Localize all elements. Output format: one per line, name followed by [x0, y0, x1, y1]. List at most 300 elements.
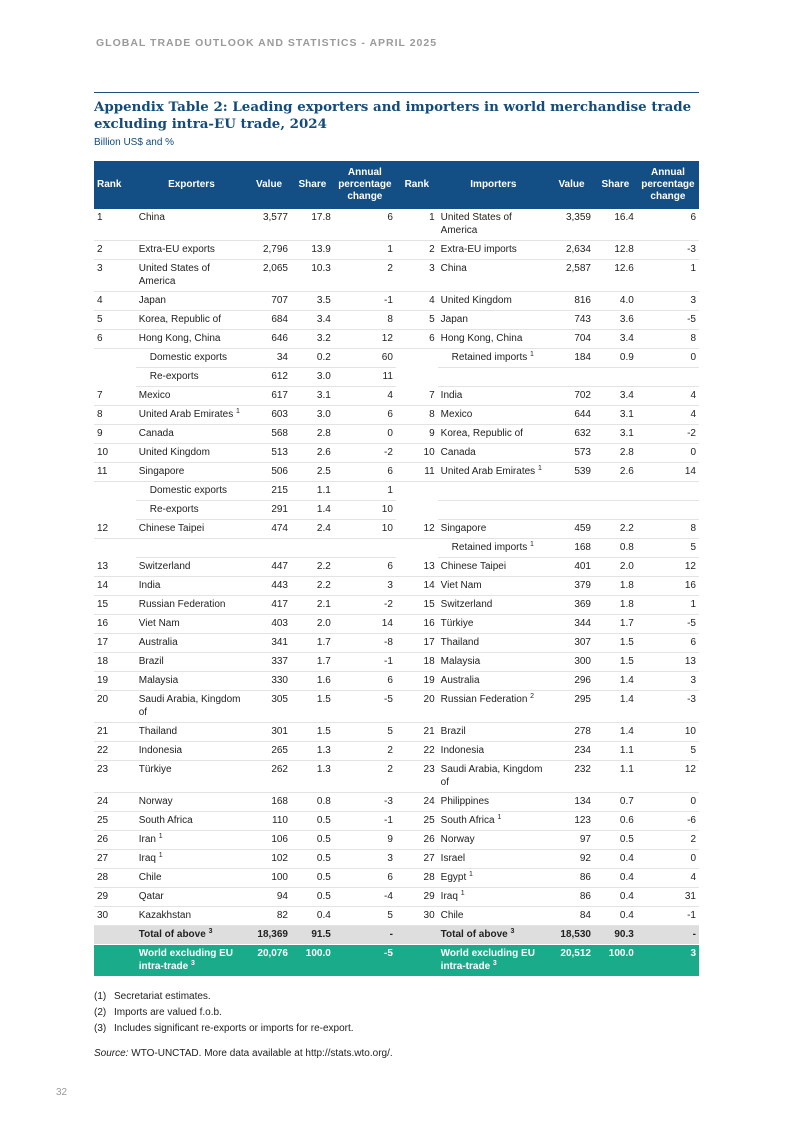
- exporter-name: Hong Kong, China: [136, 330, 247, 349]
- importer-name-text: South Africa: [440, 815, 495, 826]
- importer-rank: 2: [396, 241, 438, 260]
- exporter-value: 443: [247, 577, 291, 596]
- exporter-change: 6: [334, 463, 396, 482]
- exporter-name: Chinese Taipei: [136, 520, 247, 539]
- exporter-share: 3.0: [291, 406, 334, 425]
- running-header: GLOBAL TRADE OUTLOOK AND STATISTICS - APRIL 2025: [96, 37, 438, 49]
- exporter-share: 2.2: [291, 577, 334, 596]
- total-row: [94, 926, 699, 945]
- exporter-share: 3.5: [291, 292, 334, 311]
- importer-value: 295: [549, 691, 594, 723]
- importer-value: [549, 501, 594, 520]
- exporter-name: Russian Federation: [136, 596, 247, 615]
- footnote-ref: 1: [497, 814, 502, 821]
- exporter-value: 305: [247, 691, 291, 723]
- world-rank-cell: [94, 945, 136, 977]
- exporter-value: 337: [247, 653, 291, 672]
- exporter-name: [136, 831, 247, 850]
- importer-share: 0.8: [594, 539, 637, 558]
- table-row: [94, 577, 699, 596]
- importer-rank: 26: [396, 831, 438, 850]
- importer-share: 0.7: [594, 793, 637, 812]
- importer-share: 1.4: [594, 723, 637, 742]
- importer-change: -3: [637, 691, 699, 723]
- exporter-rank: 4: [94, 292, 136, 311]
- table-row: [94, 444, 699, 463]
- exporter-rank: [94, 368, 136, 387]
- importer-rank: 29: [396, 888, 438, 907]
- col-share-importers: Share: [594, 161, 637, 209]
- world-change-importers: 3: [637, 945, 699, 977]
- exporter-share: 10.3: [291, 260, 334, 292]
- exporter-value: 2,065: [247, 260, 291, 292]
- world-label-text: World excluding EU intra-trade: [440, 948, 535, 972]
- footnote-2: [94, 1005, 354, 1021]
- footnotes: [94, 989, 354, 1037]
- exporter-share: 3.1: [291, 387, 334, 406]
- footnote-text: Imports are valued f.o.b.: [114, 1007, 222, 1018]
- importer-share: [594, 368, 637, 387]
- importer-name: Türkiye: [438, 615, 549, 634]
- exporter-change: -5: [334, 691, 396, 723]
- table-row: [94, 241, 699, 260]
- exporter-value: 646: [247, 330, 291, 349]
- exporter-value: 106: [247, 831, 291, 850]
- footnote-ref: 1: [158, 833, 163, 840]
- exporter-name: United Kingdom: [136, 444, 247, 463]
- exporter-share: 1.5: [291, 691, 334, 723]
- importer-value: 134: [549, 793, 594, 812]
- table-row: [94, 501, 699, 520]
- importer-value: 296: [549, 672, 594, 691]
- world-value-exporters: 20,076: [247, 945, 291, 977]
- exporter-change: 1: [334, 241, 396, 260]
- exporter-name: Singapore: [136, 463, 247, 482]
- footnote-ref: 1: [158, 852, 163, 859]
- importer-value: 86: [549, 888, 594, 907]
- exporter-rank: 8: [94, 406, 136, 425]
- importer-change: 3: [637, 672, 699, 691]
- importer-value: 632: [549, 425, 594, 444]
- world-row: [94, 945, 699, 977]
- exporter-name: Korea, Republic of: [136, 311, 247, 330]
- importer-name: Extra-EU imports: [438, 241, 549, 260]
- exporter-change: -1: [334, 292, 396, 311]
- exporter-change: 2: [334, 761, 396, 793]
- table-row: [94, 742, 699, 761]
- footnote-ref: 1: [530, 541, 534, 548]
- exporter-change: 5: [334, 723, 396, 742]
- exporter-value: 568: [247, 425, 291, 444]
- importer-name: Japan: [438, 311, 549, 330]
- exporter-name: Türkiye: [136, 761, 247, 793]
- table-row: [94, 539, 699, 558]
- exporter-share: 3.4: [291, 311, 334, 330]
- exporter-name: Canada: [136, 425, 247, 444]
- exporter-share: 1.6: [291, 672, 334, 691]
- exporter-share: 1.7: [291, 634, 334, 653]
- exporter-name: [136, 539, 247, 558]
- exporter-rank: 25: [94, 812, 136, 831]
- col-exporters: Exporters: [136, 161, 247, 209]
- importer-name: [438, 539, 549, 558]
- importer-change: [637, 368, 699, 387]
- importer-value: 539: [549, 463, 594, 482]
- exporter-change: -1: [334, 812, 396, 831]
- exporter-value: 215: [247, 482, 291, 501]
- col-change-importers: Annual percentage change: [637, 161, 699, 209]
- header-row: [94, 161, 699, 209]
- exporter-name: Australia: [136, 634, 247, 653]
- exporter-name: Malaysia: [136, 672, 247, 691]
- exporter-name: Extra-EU exports: [136, 241, 247, 260]
- importer-rank: 22: [396, 742, 438, 761]
- exporter-rank: 27: [94, 850, 136, 869]
- exporter-value: 102: [247, 850, 291, 869]
- exporter-rank: 16: [94, 615, 136, 634]
- total-share-exporters: 91.5: [291, 926, 334, 945]
- exporter-name: Domestic exports: [136, 482, 247, 501]
- exporter-change: 6: [334, 869, 396, 888]
- table-row: [94, 463, 699, 482]
- importer-name: Mexico: [438, 406, 549, 425]
- importer-name: Singapore: [438, 520, 549, 539]
- exporter-change: -4: [334, 888, 396, 907]
- exporter-rank: 10: [94, 444, 136, 463]
- exporter-rank: [94, 539, 136, 558]
- importer-name: [438, 501, 549, 520]
- importer-share: 12.8: [594, 241, 637, 260]
- exporter-value: 506: [247, 463, 291, 482]
- exporter-share: 0.8: [291, 793, 334, 812]
- exporter-value: 301: [247, 723, 291, 742]
- importer-rank: 28: [396, 869, 438, 888]
- importer-name: Canada: [438, 444, 549, 463]
- importer-name: Chile: [438, 907, 549, 926]
- exporter-value: 291: [247, 501, 291, 520]
- exporter-change: -2: [334, 444, 396, 463]
- importer-share: 3.4: [594, 330, 637, 349]
- exporter-rank: 15: [94, 596, 136, 615]
- importer-name-text: Retained imports: [451, 352, 528, 363]
- importer-rank: 8: [396, 406, 438, 425]
- exporter-name: Brazil: [136, 653, 247, 672]
- importer-change: 3: [637, 292, 699, 311]
- footnote-number: (2): [94, 1007, 107, 1018]
- exporter-rank: [94, 349, 136, 368]
- exporter-change: 14: [334, 615, 396, 634]
- table-row: [94, 387, 699, 406]
- table-row: [94, 292, 699, 311]
- importer-change: 10: [637, 723, 699, 742]
- table-row: [94, 761, 699, 793]
- importer-name: Norway: [438, 831, 549, 850]
- exporter-value: 34: [247, 349, 291, 368]
- importer-share: 1.7: [594, 615, 637, 634]
- importer-rank: 11: [396, 463, 438, 482]
- exporter-name: Kazakhstan: [136, 907, 247, 926]
- exporter-change: 10: [334, 520, 396, 539]
- exporter-rank: 2: [94, 241, 136, 260]
- importer-change: 8: [637, 330, 699, 349]
- exporter-change: 1: [334, 482, 396, 501]
- table-row: [94, 311, 699, 330]
- importer-name-text: Russian Federation: [440, 694, 528, 705]
- importer-name: Saudi Arabia, Kingdom of: [438, 761, 549, 793]
- total-label-exporters: [136, 926, 247, 945]
- importer-name: Brazil: [438, 723, 549, 742]
- footnote-ref: 3: [510, 928, 515, 935]
- exporter-change: -8: [334, 634, 396, 653]
- exporter-share: 0.5: [291, 812, 334, 831]
- table-row: [94, 368, 699, 387]
- importer-rank: 5: [396, 311, 438, 330]
- importer-share: 0.4: [594, 907, 637, 926]
- exporter-share: 0.5: [291, 850, 334, 869]
- table-row: [94, 812, 699, 831]
- exporter-share: 1.3: [291, 761, 334, 793]
- exporter-rank: 23: [94, 761, 136, 793]
- table-row: [94, 634, 699, 653]
- importer-value: 344: [549, 615, 594, 634]
- importer-name: [438, 812, 549, 831]
- exporter-name-text: Iraq: [138, 853, 156, 864]
- importer-value: 459: [549, 520, 594, 539]
- exporter-change: -3: [334, 793, 396, 812]
- importer-name-text: United Arab Emirates: [440, 466, 536, 477]
- exporter-change: -2: [334, 596, 396, 615]
- world-label-text: World excluding EU intra-trade: [138, 948, 234, 972]
- footnote-1: [94, 989, 354, 1005]
- exporter-share: 2.6: [291, 444, 334, 463]
- exporter-value: 707: [247, 292, 291, 311]
- exporter-share: 3.2: [291, 330, 334, 349]
- exporter-name: Saudi Arabia, Kingdom of: [136, 691, 247, 723]
- importer-change: 31: [637, 888, 699, 907]
- source-text: WTO-UNCTAD. More data available at http://stats.wto.org/.: [131, 1048, 393, 1059]
- importer-share: 2.2: [594, 520, 637, 539]
- importer-rank: 3: [396, 260, 438, 292]
- exporter-change: 4: [334, 387, 396, 406]
- exporter-share: 2.8: [291, 425, 334, 444]
- exporter-change: 6: [334, 672, 396, 691]
- total-label-text: Total of above: [440, 929, 508, 940]
- exporter-change: 3: [334, 577, 396, 596]
- importer-change: 1: [637, 596, 699, 615]
- exporter-share: 2.5: [291, 463, 334, 482]
- exporter-change: -1: [334, 653, 396, 672]
- total-value-exporters: 18,369: [247, 926, 291, 945]
- importer-name: Malaysia: [438, 653, 549, 672]
- table-row: [94, 330, 699, 349]
- exporter-change: 9: [334, 831, 396, 850]
- importer-rank: [396, 539, 438, 558]
- footnote-ref: 2: [530, 693, 535, 700]
- importer-rank: 7: [396, 387, 438, 406]
- exporter-rank: 24: [94, 793, 136, 812]
- importer-value: 816: [549, 292, 594, 311]
- importer-name: Viet Nam: [438, 577, 549, 596]
- exporter-value: 617: [247, 387, 291, 406]
- importer-share: 0.6: [594, 812, 637, 831]
- total-rank-cell: [396, 926, 438, 945]
- table-row: [94, 653, 699, 672]
- importer-name: [438, 368, 549, 387]
- importer-change: 12: [637, 558, 699, 577]
- col-rank-importers: Rank: [396, 161, 438, 209]
- exporter-value: 94: [247, 888, 291, 907]
- importer-value: 234: [549, 742, 594, 761]
- exporter-rank: 19: [94, 672, 136, 691]
- exporter-rank: [94, 482, 136, 501]
- importer-value: 573: [549, 444, 594, 463]
- exporter-name: [136, 850, 247, 869]
- importer-rank: 19: [396, 672, 438, 691]
- importer-share: 0.5: [594, 831, 637, 850]
- exporter-name: Re-exports: [136, 368, 247, 387]
- importer-share: 2.6: [594, 463, 637, 482]
- table-row: [94, 209, 699, 241]
- exporter-share: 2.1: [291, 596, 334, 615]
- importer-share: 1.1: [594, 742, 637, 761]
- table-body: [94, 209, 699, 926]
- world-label-importers: [438, 945, 549, 977]
- exporter-value: 110: [247, 812, 291, 831]
- exporter-rank: [94, 501, 136, 520]
- exporter-value: 265: [247, 742, 291, 761]
- importer-name: Israel: [438, 850, 549, 869]
- exporter-rank: 11: [94, 463, 136, 482]
- importer-share: 1.1: [594, 761, 637, 793]
- exporter-rank: 22: [94, 742, 136, 761]
- importer-rank: 15: [396, 596, 438, 615]
- importer-change: -2: [637, 425, 699, 444]
- importer-share: 1.5: [594, 634, 637, 653]
- table-row: [94, 831, 699, 850]
- importer-value: 644: [549, 406, 594, 425]
- exporter-change: 2: [334, 742, 396, 761]
- importer-share: 1.4: [594, 691, 637, 723]
- importer-rank: 10: [396, 444, 438, 463]
- exporter-share: 17.8: [291, 209, 334, 241]
- importer-share: 0.4: [594, 888, 637, 907]
- importer-value: [549, 368, 594, 387]
- exporter-value: [247, 539, 291, 558]
- importer-change: 0: [637, 850, 699, 869]
- exporter-rank: 12: [94, 520, 136, 539]
- importer-rank: 24: [396, 793, 438, 812]
- importer-rank: 27: [396, 850, 438, 869]
- importer-rank: 17: [396, 634, 438, 653]
- importer-value: 97: [549, 831, 594, 850]
- importer-rank: 1: [396, 209, 438, 241]
- importer-value: 379: [549, 577, 594, 596]
- exporter-share: 0.5: [291, 869, 334, 888]
- importer-value: 2,634: [549, 241, 594, 260]
- exporter-share: 0.5: [291, 888, 334, 907]
- importer-name: United Kingdom: [438, 292, 549, 311]
- exporter-rank: 3: [94, 260, 136, 292]
- world-change-exporters: -5: [334, 945, 396, 977]
- importer-rank: 16: [396, 615, 438, 634]
- exporter-name: Qatar: [136, 888, 247, 907]
- table-row: [94, 869, 699, 888]
- table-row: [94, 691, 699, 723]
- importer-name: Korea, Republic of: [438, 425, 549, 444]
- footnote-ref: 3: [492, 960, 497, 967]
- importer-name: Hong Kong, China: [438, 330, 549, 349]
- importer-change: [637, 482, 699, 501]
- importer-value: 92: [549, 850, 594, 869]
- exporter-change: 12: [334, 330, 396, 349]
- exporter-change: 0: [334, 425, 396, 444]
- exporter-name: Viet Nam: [136, 615, 247, 634]
- exporter-value: 168: [247, 793, 291, 812]
- exporter-change: [334, 539, 396, 558]
- exporter-name: India: [136, 577, 247, 596]
- table-row: [94, 558, 699, 577]
- importer-rank: 18: [396, 653, 438, 672]
- footnote-ref: 1: [469, 871, 473, 878]
- footnote-ref: 1: [530, 351, 534, 358]
- exporter-value: 330: [247, 672, 291, 691]
- importer-rank: 4: [396, 292, 438, 311]
- exporter-share: 0.4: [291, 907, 334, 926]
- source-label: Source:: [94, 1048, 129, 1059]
- importer-share: 0.4: [594, 850, 637, 869]
- importer-name-text: Retained imports: [451, 542, 528, 553]
- footnote-ref: 1: [236, 408, 240, 415]
- importer-rank: [396, 349, 438, 368]
- exporter-change: 2: [334, 260, 396, 292]
- importer-name: Indonesia: [438, 742, 549, 761]
- table-row: [94, 615, 699, 634]
- importer-change: -5: [637, 311, 699, 330]
- importer-rank: 9: [396, 425, 438, 444]
- importer-change: -5: [637, 615, 699, 634]
- importer-change: 0: [637, 444, 699, 463]
- importer-value: 3,359: [549, 209, 594, 241]
- importer-change: 13: [637, 653, 699, 672]
- exporter-rank: 21: [94, 723, 136, 742]
- importer-value: 702: [549, 387, 594, 406]
- exporter-rank: 7: [94, 387, 136, 406]
- exporter-name: Chile: [136, 869, 247, 888]
- total-change-exporters: -: [334, 926, 396, 945]
- exporter-value: 684: [247, 311, 291, 330]
- importer-share: 16.4: [594, 209, 637, 241]
- importer-rank: 30: [396, 907, 438, 926]
- importer-rank: 23: [396, 761, 438, 793]
- importer-share: 4.0: [594, 292, 637, 311]
- exporter-change: 6: [334, 558, 396, 577]
- total-share-importers: 90.3: [594, 926, 637, 945]
- exporter-change: 8: [334, 311, 396, 330]
- exporter-share: 1.4: [291, 501, 334, 520]
- exporter-name: Mexico: [136, 387, 247, 406]
- importer-change: -1: [637, 907, 699, 926]
- importer-change: 14: [637, 463, 699, 482]
- exporter-name: Indonesia: [136, 742, 247, 761]
- world-value-importers: 20,512: [549, 945, 594, 977]
- importer-change: 4: [637, 869, 699, 888]
- importer-rank: 20: [396, 691, 438, 723]
- exporter-value: 513: [247, 444, 291, 463]
- total-label-text: Total of above: [138, 929, 206, 940]
- exporter-name: United States of America: [136, 260, 247, 292]
- col-rank-exporters: Rank: [94, 161, 136, 209]
- exporter-rank: 6: [94, 330, 136, 349]
